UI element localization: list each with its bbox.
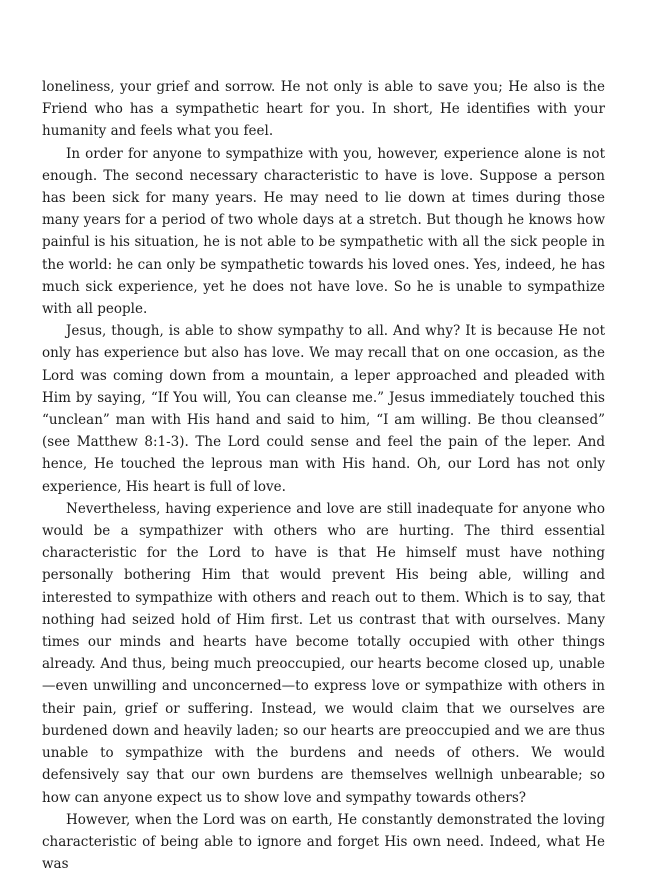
- paragraph-4: Nevertheless, having experience and love are still inadequate for anyone who would be a sympathizer with others who are hurting. The third essential characteristic for the Lord to have is that He himself must have nothing personally bothering Him that would prevent His being able, willing and interested to sympathize with others and reach out to them. Which is to say, that nothing had seized hold of Him first. Let us contrast that with ourselves. Many times our minds and hearts have become totally occupied with other things already. And thus, being much preoccupied, our hearts become closed up, unable—even unwilling and unconcerned—to express love or sympathize with others in their pain, grief or suffering. Instead, we would claim that we ourselves are burdened down and heavily laden; so our hearts are preoccupied and we are thus unable to sympathize with the burdens and needs of others. We would defensively say that our own burdens are themselves wellnigh unbearable; so how can anyone expect us to show love and sympathy towards others?: [42, 500, 605, 806]
- page-body: [42, 76, 605, 875]
- paragraph-5: However, when the Lord was on earth, He constantly demonstrated the loving characteristic of being able to ignore and forget His own need. Indeed, what He was: [42, 811, 605, 873]
- paragraph-2: In order for anyone to sympathize with you, however, experience alone is not enough. The second necessary characteristic to have is love. Suppose a person has been sick for many years. He may need to lie down at times during those many years for a period of two whole days at a stretch. But though he knows how painful is his situation, he is not able to be sympathetic with all the sick people in the world: he can only be sympathetic towards his loved ones. Yes, indeed, he has much sick experience, yet he does not have love. So he is unable to sympathize with all people.: [42, 145, 605, 318]
- paragraph-1: loneliness, your grief and sorrow. He not only is able to save you; He also is the Friend who has a sympathetic heart for you. In short, He identifies with your humanity and feels what you feel.: [42, 79, 605, 140]
- paragraph-3: Jesus, though, is able to show sympathy to all. And why? It is because He not only has experience but also has love. We may recall that on one occasion, as the Lord was coming down from a mountain, a leper approached and pleaded with Him by saying, “If You will, You can cleanse me.” Jesus immediately touched this “unclean” man with His hand and said to him, “I am willing. Be thou cleansed” (see Matthew 8:1-3). The Lord could sense and feel the pain of the leper. And hence, He touched the leprous man with His hand. Oh, our Lord has not only experience, His heart is full of love.: [42, 323, 605, 495]
